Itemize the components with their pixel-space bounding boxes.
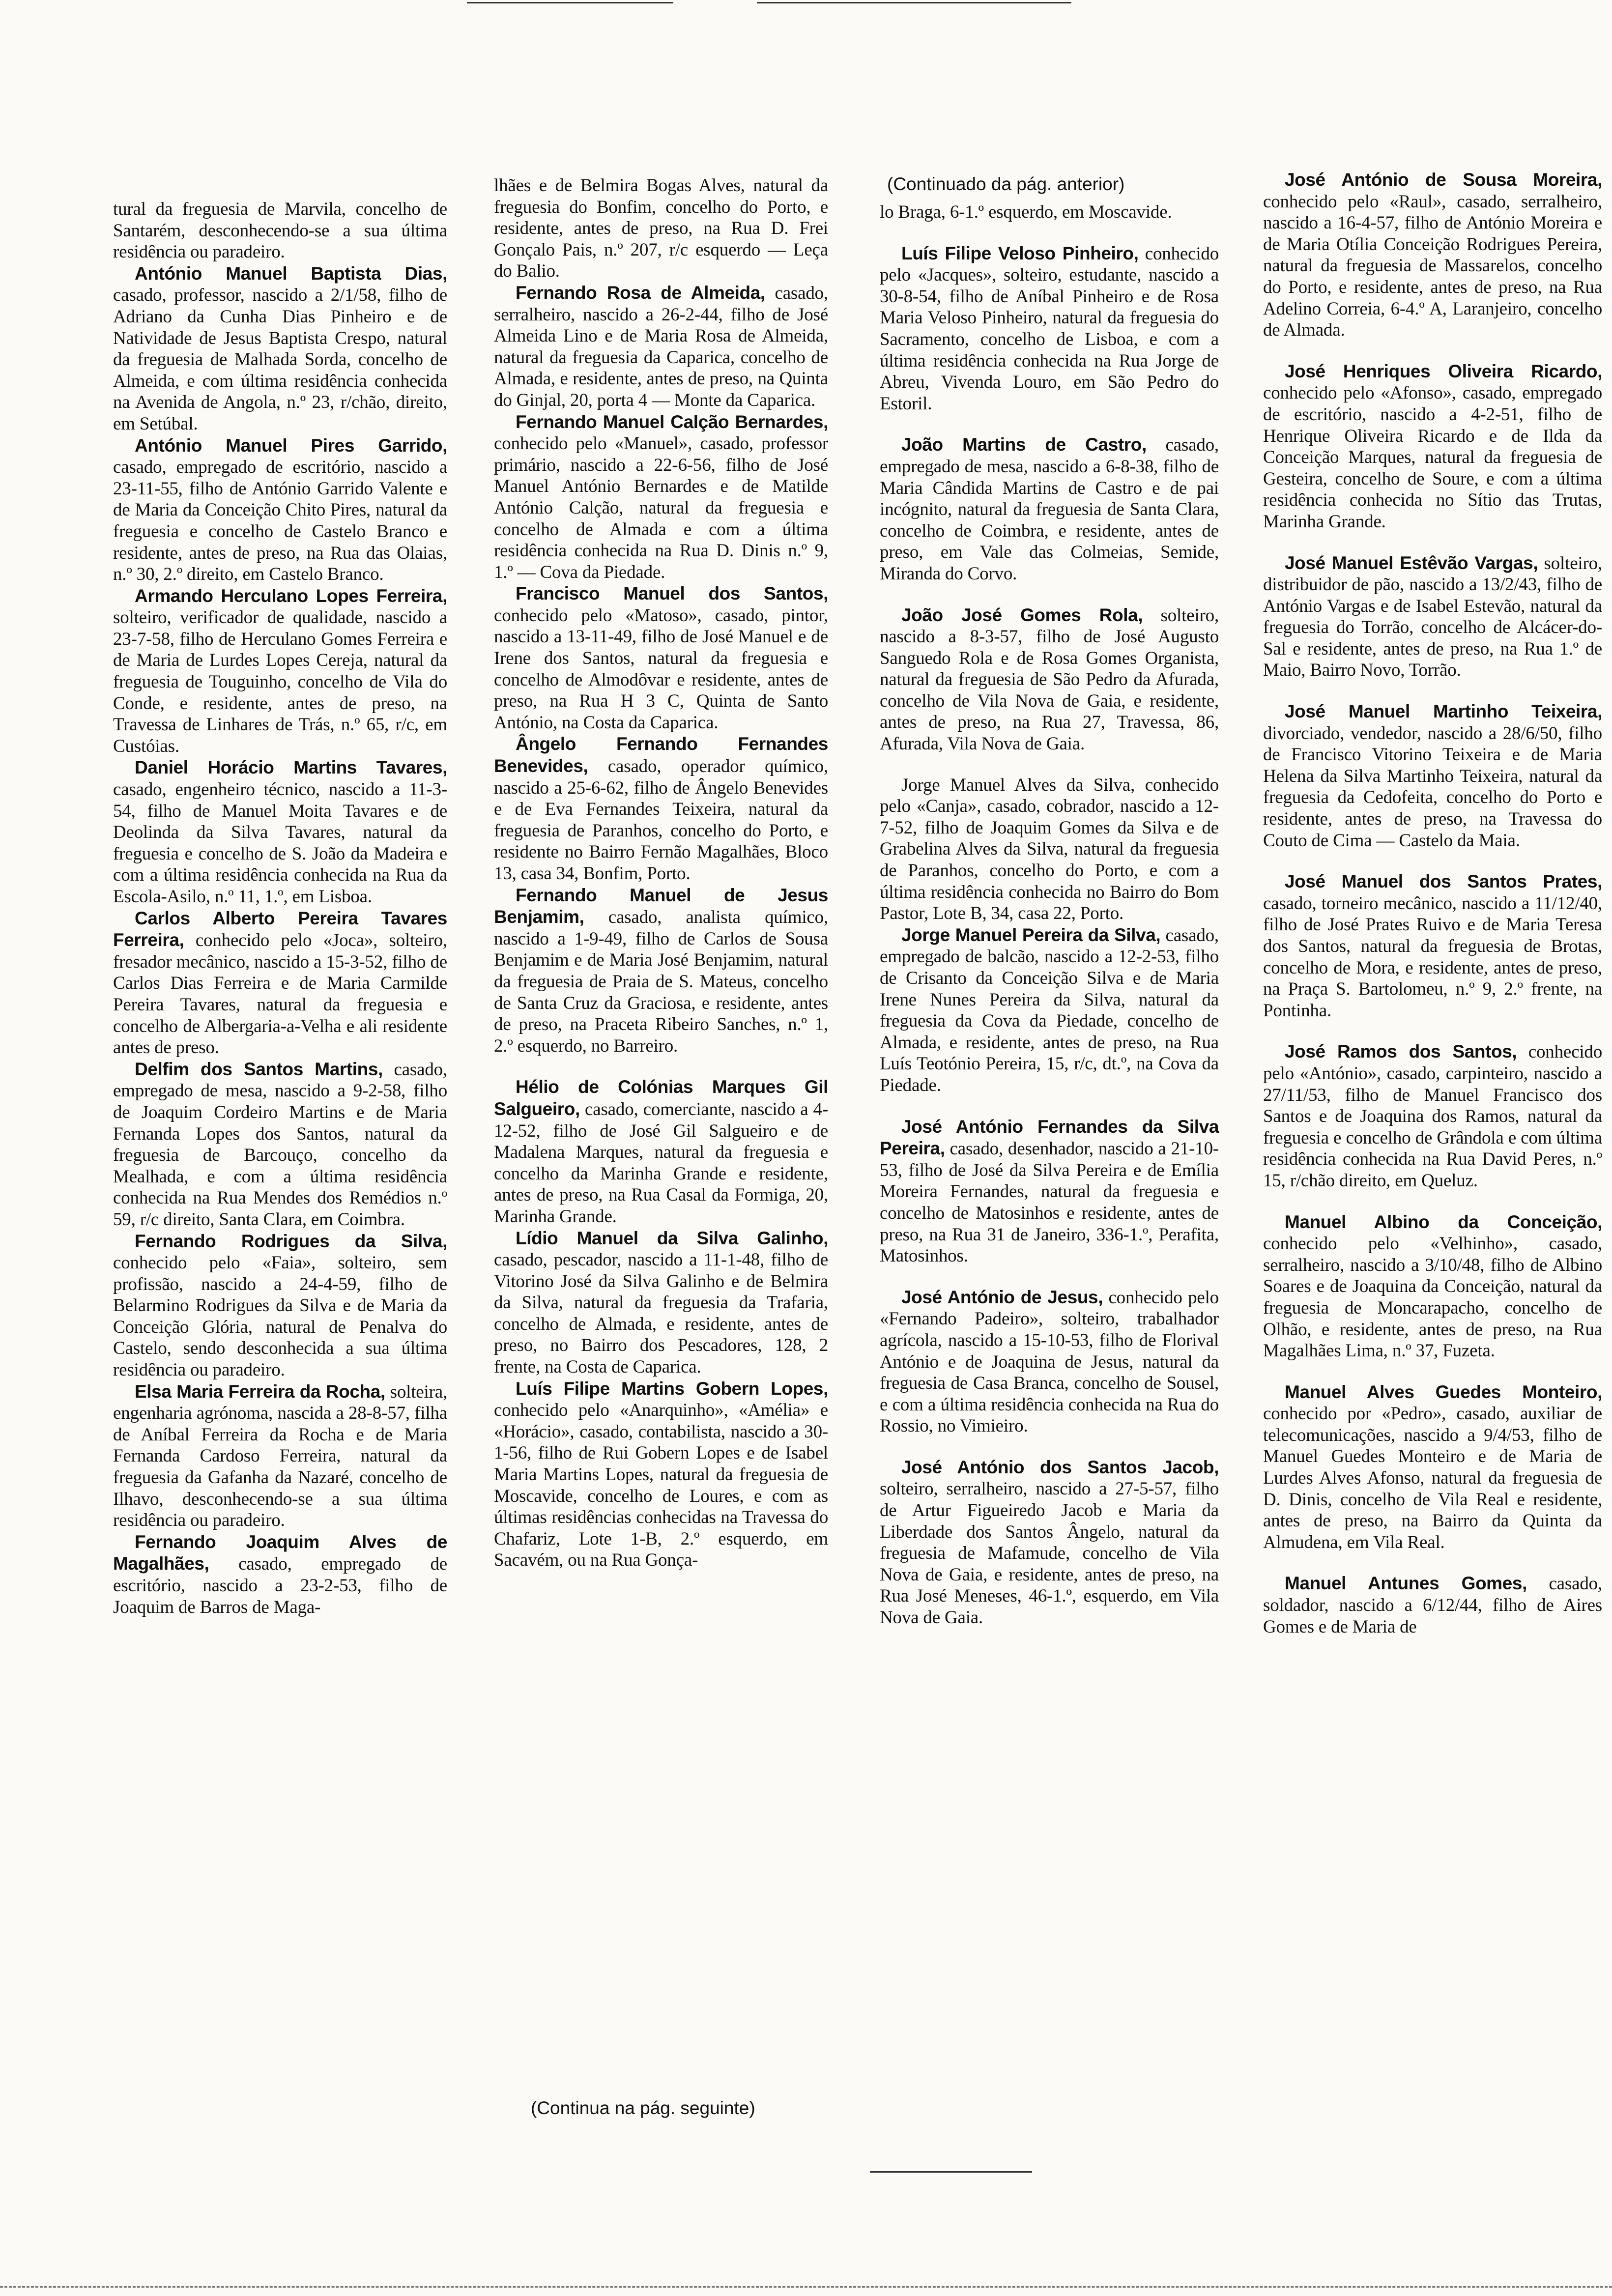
entry-name: José Henriques Oliveira Ricardo, (1285, 361, 1602, 381)
entry (880, 201, 1219, 223)
entry-text: solteiro, distribuidor de pão, nascido a 13/2/43, filho de António Vargas e de Isabel Estevão, natural da freguesia do Torrão, concelho de Alcácer-do-Sal e residente, antes de preso, na Rua 1.º de Maio, Bairro Novo, Torrão. (1263, 553, 1602, 681)
entry-text: lo Braga, 6-1.º esquerdo, em Moscavide. (880, 202, 1172, 222)
entry (1263, 871, 1602, 1021)
entry-name: Manuel Albino da Conceição, (1285, 1211, 1602, 1232)
entry-name: Delfim dos Santos Martins, (135, 1059, 383, 1079)
entry (1263, 361, 1602, 533)
entry-name: João José Gomes Rola, (901, 604, 1143, 625)
entry (880, 604, 1219, 755)
column-2 (494, 175, 828, 1571)
entry (880, 1287, 1219, 1437)
entry-text: conhecido pelo «Manuel», casado, professor primário, nascido a 22-6-56, filho de José Manuel António Bernardes e de Matilde António Calção, natural da freguesia e concelho de Almada e com a última residência conhecida na Rua D. Dinis n.º 9, 1.º — Cova da Piedade. (494, 433, 828, 582)
entry (1263, 1211, 1602, 1362)
entry-text: casado, desenhador, nascido a 21-10-53, filho de José da Silva Pereira e de Emília Moreira Fernandes, natural da freguesia e concelho de Matosinhos e residente, antes de preso, na Rua 31 de Janeiro, 336-1.º, Perafita, Matosinhos. (880, 1139, 1219, 1266)
entry-text: conhecido pelo «Anarquinho», «Amélia» e «Horácio», casado, contabilista, nascido a 30-1-56, filho de Rui Gobern Lopes e de Isabel Maria Martins Lopes, natural da freguesia de Moscavide, concelho de Loures, e com as últimas residências conhecidas na Travessa do Chafariz, Lote 1-B, 2.º esquerdo, em Sacavém, ou na Rua Gonça- (494, 1400, 828, 1571)
entry-text: conhecido pelo «Joca», solteiro, fresador mecânico, nascido a 15-3-52, filho de Carlos Dias Ferreira e de Maria Carmilde Pereira Tavares, natural da freguesia e concelho de Albergaria-a-Velha e ali residente antes de preso. (113, 930, 447, 1058)
entry (113, 1231, 447, 1381)
entry-text: casado, professor, nascido a 2/1/58, filho de Adriano da Cunha Dias Pinheiro e de Natividade de Jesus Baptista Crespo, natural da freguesia de Malhada Sorda, concelho de Almeida, e com última residência conhecida na Avenida de Angola, n.º 23, r/chão, direito, em Setúbal. (113, 285, 447, 434)
column-4 (1263, 169, 1602, 1637)
entry (494, 1076, 828, 1227)
entry (113, 585, 447, 757)
entry-text: conhecido pelo «Matoso», casado, pintor, nascido a 13-11-49, filho de José Manuel e de Irene dos Santos, natural da freguesia e concelho de Almodôvar e residente, antes de preso, na Rua H 3 C, Quinta de Santo António, na Costa da Caparica. (494, 605, 828, 733)
entry-name: Carlos Alberto Pereira Tavares Ferreira, (113, 908, 447, 950)
entry (1263, 169, 1602, 341)
entry-text: conhecido pelo «Velhinho», casado, serralheiro, nascido a 3/10/48, filho de Albino Soares e de Joaquina da Conceição, natural da freguesia de Moncarapacho, concelho de Olhão, e residente, antes de preso, na Rua Magalhães Lima, n.º 37, Fuzeta. (1263, 1234, 1602, 1361)
entry-name: José Manuel dos Santos Prates, (1285, 871, 1602, 892)
entry-name: José António dos Santos Jacob, (901, 1457, 1219, 1477)
entry-name: José Ramos dos Santos, (1285, 1041, 1517, 1062)
entry-name: António Manuel Baptista Dias, (135, 263, 447, 284)
entry-text: casado, analista químico, nascido a 1-9-49, filho de Carlos de Sousa Benjamim e de Maria José Benjamim, natural da freguesia de Praia de S. Mateus, concelho de Santa Cruz da Graciosa, e residente, antes de preso, na Praceta Ribeiro Sanches, n.º 1, 2.º esquerdo, no Barreiro. (494, 907, 828, 1056)
entry (1263, 1381, 1602, 1553)
entry-name: Elsa Maria Ferreira da Rocha, (135, 1381, 385, 1402)
entry (113, 757, 447, 907)
entry (113, 1381, 447, 1531)
entry-name: Fernando Manuel Calção Bernardes, (516, 411, 828, 432)
entry (113, 1531, 447, 1618)
entry (880, 434, 1219, 584)
entry-name: Daniel Horácio Martins Tavares, (135, 757, 447, 778)
entry-name: Fernando Rodrigues da Silva, (135, 1231, 447, 1251)
entry-text: Jorge Manuel Alves da Silva, conhecido pelo «Canja», casado, cobrador, nascido a 12-7-52, filho de Joaquim Gomes da Silva e de Grabelina Alves da Silva, natural da freguesia de Paranhos, concelho do Porto, e com a última residência conhecida no Bairro do Bom Pastor, Lote B, 34, casa 22, Porto. (880, 775, 1219, 924)
entry-text: casado, operador químico, nascido a 25-6-62, filho de Ângelo Benevides e de Eva Fernandes Teixeira, natural da freguesia de Paranhos, concelho do Porto, e residente no Bairro Fernão Magalhães, Bloco 13, casa 34, Bonfim, Porto. (494, 756, 828, 884)
column-1 (113, 199, 447, 1618)
entry-text: conhecido por «Pedro», casado, auxiliar de telecomunicações, nascido a 9/4/53, filho de Manuel Guedes Monteiro e de Maria de Lurdes Alves Afonso, natural da freguesia de D. Dinis, concelho de Vila Real e residente, antes de preso, na Bairro da Quinta da Almudena, em Vila Real. (1263, 1404, 1602, 1552)
entry (113, 263, 447, 435)
entry (113, 435, 447, 585)
entry (113, 1059, 447, 1231)
entry (880, 1116, 1219, 1267)
entry (1263, 1041, 1602, 1191)
continued-from-note: (Continuado da pág. anterior) (887, 174, 1125, 194)
entry-text: casado, pescador, nascido a 11-1-48, filho de Vitorino José da Silva Galinho e de Belmira da Silva, natural da freguesia da Trafaria, concelho de Almada, e residente, antes de preso, no Bairro dos Pescadores, 128, 2 frente, na Costa de Caparica. (494, 1250, 828, 1378)
entry-text: casado, engenheiro técnico, nascido a 11-3-54, filho de Manuel Moita Tavares e de Deolinda da Silva Tavares, natural da freguesia e concelho de S. João da Madeira e com a última residência conhecida na Rua da Escola-Asilo, n.º 11, 1.º, em Lisboa. (113, 779, 447, 907)
entry-name: Lídio Manuel da Silva Galinho, (516, 1228, 828, 1248)
entry-text: casado, torneiro mecânico, nascido a 11/12/40, filho de José Prates Ruivo e de Maria Teresa dos Santos, natural da freguesia de Brotas, concelho de Mora, e residente, antes de preso, na Praça S. Bartolomeu, n.º 9, 2.º frente, na Pontinha. (1263, 893, 1602, 1021)
top-rule-right (757, 2, 1071, 3)
entry (494, 282, 828, 411)
entry-text: casado, empregado de escritório, nascido a 23-11-55, filho de António Garrido Valente e de Maria da Conceição Chito Pires, natural da freguesia e concelho de Castelo Branco e residente, antes de preso, na Rua das Olaias, n.º 30, 2.º direito, em Castelo Branco. (113, 457, 447, 585)
entry-text: casado, empregado de mesa, nascido a 6-8-38, filho de Maria Cândida Martins de Castro e de pai incógnito, natural da freguesia de Santa Clara, concelho de Coimbra, e residente, antes de preso, em Vale das Colmeias, Semide, Miranda do Corvo. (880, 435, 1219, 584)
entry-name: Hélio de Colónias Marques Gil Salgueiro, (494, 1077, 828, 1119)
entry-name: Francisco Manuel dos Santos, (516, 583, 828, 604)
entry-name: Fernando Manuel de Jesus Benjamim, (494, 885, 828, 927)
entry-text: conhecido pelo «Afonso», casado, empregado de escritório, nascido a 4-2-51, filho de Henrique Oliveira Ricardo e de Ilda da Conceição Marques, natural da freguesia de Gesteira, concelho de Soure, e com a última residência conhecida no Sítio das Trutas, Marinha Grande. (1263, 383, 1602, 532)
entry-text: solteiro, serralheiro, nascido a 27-5-57, filho de Artur Figueiredo Jacob e Maria da Liberdade dos Santos Ângelo, natural da freguesia de Mafamude, concelho de Vila Nova de Gaia, e residente, antes de preso, na Rua José Meneses, 46-1.º, esquerdo, em Vila Nova de Gaia. (880, 1479, 1219, 1628)
entry-text: conhecido pelo «António», casado, carpinteiro, nascido a 27/11/53, filho de Manuel Francisco dos Santos e de Joaquina dos Ramos, natural da freguesia e concelho de Grândola e com última residência conhecida na Rua David Peres, n.º 15, r/chão direito, em Queluz. (1263, 1042, 1602, 1191)
entry (494, 175, 828, 282)
entry-name: António Manuel Pires Garrido, (135, 435, 447, 456)
entry-name: José Manuel Estêvão Vargas, (1285, 552, 1538, 573)
entry-text: conhecido pelo «Fernando Padeiro», solteiro, trabalhador agrícola, nascido a 15-10-53, filho de Florival António e de Joaquina de Jesus, natural da freguesia de Casa Branca, concelho de Sousel, e com a última residência conhecida na Rua do Rossio, no Vimieiro. (880, 1287, 1219, 1436)
entry-name: Luís Filipe Martins Gobern Lopes, (516, 1378, 828, 1399)
entry-text: tural da freguesia de Marvila, concelho de Santarém, desconhecendo-se a sua última residência ou paradeiro. (113, 199, 447, 262)
entry (880, 1457, 1219, 1629)
entry-name: José Manuel Martinho Teixeira, (1285, 701, 1602, 722)
entry (880, 243, 1219, 415)
entry (1263, 701, 1602, 851)
entry-text: divorciado, vendedor, nascido a 28/6/50, filho de Francisco Vitorino Teixeira e de Maria Helena da Silva Martinho Teixeira, natural da freguesia da Cedofeita, concelho do Porto e residente, antes de preso, na Travessa do Couto de Cima — Castelo da Maia. (1263, 723, 1602, 851)
entry-name: Ângelo Fernando Fernandes Benevides, (494, 734, 828, 776)
entry-text: casado, empregado de mesa, nascido a 9-2-58, filho de Joaquim Cordeiro Martins e de Maria Fernanda Lopes dos Santos, natural da freguesia de Barcouço, concelho da Mealhada, e com a última residência conhecida na Rua Mendes dos Remédios n.º 59, r/c direito, Santa Clara, em Coimbra. (113, 1059, 447, 1230)
entry-name: José António Fernandes da Silva Pereira, (880, 1116, 1219, 1159)
entry (494, 733, 828, 884)
entry-text: conhecido pelo «Raul», casado, serralheiro, nascido a 16-4-57, filho de António Moreira e de Maria Otília Conceição Rodrigues Pereira, natural da freguesia de Massarelos, concelho do Porto, e residente, antes de preso, na Rua Adelino Correia, 6-4.º A, Laranjeiro, concelho de Almada. (1263, 191, 1602, 341)
entry (494, 885, 828, 1057)
entry (113, 908, 447, 1059)
entry (113, 199, 447, 263)
continued-on-note: (Continua na pág. seguinte) (531, 2098, 755, 2118)
entry (1263, 552, 1602, 682)
bottom-dashes (0, 2286, 1612, 2288)
entry (494, 583, 828, 733)
top-rule-left (467, 2, 673, 3)
entry (880, 924, 1219, 1096)
entry-name: Jorge Manuel Pereira da Silva, (901, 924, 1161, 945)
entry-text: lhães e de Belmira Bogas Alves, natural da freguesia do Bonfim, concelho do Porto, e residente, antes de preso, na Rua D. Frei Gonçalo Pais, n.º 207, r/c esquerdo — Leça do Balio. (494, 175, 828, 282)
entry-text: casado, empregado de escritório, nascido a 23-2-53, filho de Joaquim de Barros de Maga- (113, 1554, 447, 1617)
entry-text: solteiro, verificador de qualidade, nascido a 23-7-58, filho de Herculano Gomes Ferreira e de Maria de Lurdes Lopes Cereja, natural da freguesia de Touguinho, concelho de Vila do Conde, e residente, antes de preso, na Travessa de Linhares de Trás, n.º 65, r/c, em Custóias. (113, 607, 447, 756)
entry-name: Fernando Rosa de Almeida, (516, 282, 765, 303)
entry (494, 411, 828, 583)
entry-name: João Martins de Castro, (901, 434, 1147, 455)
entry-text: solteira, engenharia agrónoma, nascida a 28-8-57, filha de Aníbal Ferreira da Rocha e de Maria Fernanda Cardoso Ferreira, natural da freguesia da Gafanha da Nazaré, concelho de Ilhavo, desconhecendo-se a sua última residência ou paradeiro. (113, 1381, 447, 1531)
entry (494, 1228, 828, 1378)
entry-text: casado, soldador, nascido a 6/12/44, filho de Aires Gomes e de Maria de (1263, 1574, 1602, 1637)
entry-name: Manuel Alves Guedes Monteiro, (1285, 1381, 1602, 1402)
entry-name: Luís Filipe Veloso Pinheiro, (901, 243, 1139, 263)
entry-name: Manuel Antunes Gomes, (1285, 1573, 1527, 1594)
entry-text: casado, comerciante, nascido a 4-12-52, filho de José Gil Salgueiro e de Madalena Marques, natural da freguesia e concelho da Marinha Grande e residente, antes de preso, na Rua Casal da Formiga, 20, Marinha Grande. (494, 1099, 828, 1227)
entry-name: Fernando Joaquim Alves de Magalhães, (113, 1531, 447, 1574)
entry-name: José António de Jesus, (901, 1287, 1103, 1307)
entry-name: José António de Sousa Moreira, (1285, 170, 1602, 190)
entry (494, 1378, 828, 1571)
bottom-rule-center (870, 2171, 1032, 2173)
entry (880, 775, 1219, 924)
entry-text: conhecido pelo «Faia», solteiro, sem profissão, nascido a 24-4-59, filho de Belarmino Rodrigues da Silva e de Maria da Conceição Glória, natural de Penalva do Castelo, sendo desconhecida a sua última residência ou paradeiro. (113, 1253, 447, 1380)
entry (1263, 1573, 1602, 1637)
entry-name: Armando Herculano Lopes Ferreira, (135, 585, 447, 606)
entry-text: solteiro, nascido a 8-3-57, filho de José Augusto Sanguedo Rola e de Rosa Gomes Organista, natural da freguesia de São Pedro da Afurada, concelho de Vila Nova de Gaia, e residente, antes de preso, na Rua 27, Travessa, 86, Afurada, Vila Nova de Gaia. (880, 605, 1219, 754)
column-3 (880, 201, 1219, 1629)
entry-text: casado, empregado de balcão, nascido a 12-2-53, filho de Crisanto da Conceição Silva e de Maria Irene Nunes Pereira da Silva, natural da freguesia da Cova da Piedade, concelho de Almada, e residente, antes de preso, na Rua Luís Teotónio Pereira, 15, r/c, dt.º, na Cova da Piedade. (880, 925, 1219, 1095)
entry-text: conhecido pelo «Jacques», solteiro, estudante, nascido a 30-8-54, filho de Aníbal Pinheiro e de Rosa Maria Veloso Pinheiro, natural da freguesia do Sacramento, concelho de Lisboa, e com a última residência conhecida na Rua Jorge de Abreu, Vivenda Louro, em São Pedro do Estoril. (880, 243, 1219, 414)
entry-text: casado, serralheiro, nascido a 26-2-44, filho de José Almeida Lino e de Maria Rosa de Almeida, natural da freguesia da Caparica, concelho de Almada, e residente, antes de preso, na Quinta do Ginjal, 20, porta 4 — Monte da Caparica. (494, 283, 828, 410)
